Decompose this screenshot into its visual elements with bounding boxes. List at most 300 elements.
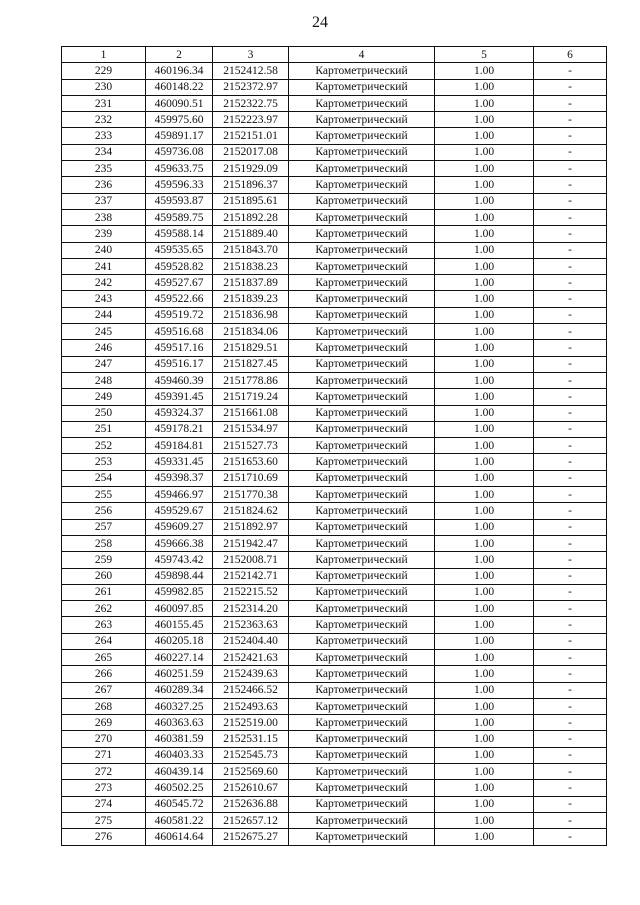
accuracy-cell: 1.00 [435, 275, 534, 291]
note-cell: - [534, 421, 607, 437]
point-number-cell: 270 [62, 731, 146, 747]
table-row [62, 405, 607, 421]
point-number-cell: 273 [62, 780, 146, 796]
note-cell: - [534, 796, 607, 812]
method-cell: Картометрический [289, 95, 435, 111]
x-coordinate-cell: 460381.59 [146, 731, 213, 747]
method-cell: Картометрический [289, 470, 435, 486]
table-row [62, 601, 607, 617]
x-coordinate-cell: 460289.34 [146, 682, 213, 698]
note-cell: - [534, 79, 607, 95]
point-number-cell: 259 [62, 552, 146, 568]
table-row [62, 226, 607, 242]
x-coordinate-cell: 459460.39 [146, 372, 213, 388]
x-coordinate-cell: 460545.72 [146, 796, 213, 812]
y-coordinate-cell: 2152519.00 [213, 715, 289, 731]
method-cell: Картометрический [289, 796, 435, 812]
x-coordinate-cell: 459519.72 [146, 307, 213, 323]
table-row [62, 161, 607, 177]
y-coordinate-cell: 2152017.08 [213, 144, 289, 160]
point-number-cell: 272 [62, 764, 146, 780]
note-cell: - [534, 63, 607, 79]
y-coordinate-cell: 2151534.97 [213, 421, 289, 437]
point-number-cell: 247 [62, 356, 146, 372]
point-number-cell: 246 [62, 340, 146, 356]
method-cell: Картометрический [289, 356, 435, 372]
method-cell: Картометрический [289, 731, 435, 747]
y-coordinate-cell: 2152569.60 [213, 764, 289, 780]
accuracy-cell: 1.00 [435, 780, 534, 796]
method-cell: Картометрический [289, 144, 435, 160]
method-cell: Картометрический [289, 63, 435, 79]
accuracy-cell: 1.00 [435, 633, 534, 649]
note-cell: - [534, 731, 607, 747]
accuracy-cell: 1.00 [435, 63, 534, 79]
method-cell: Картометрический [289, 193, 435, 209]
note-cell: - [534, 144, 607, 160]
point-number-cell: 275 [62, 812, 146, 828]
x-coordinate-cell: 460251.59 [146, 666, 213, 682]
accuracy-cell: 1.00 [435, 747, 534, 763]
note-cell: - [534, 372, 607, 388]
note-cell: - [534, 438, 607, 454]
point-number-cell: 250 [62, 405, 146, 421]
x-coordinate-cell: 460614.64 [146, 829, 213, 845]
note-cell: - [534, 503, 607, 519]
point-number-cell: 235 [62, 161, 146, 177]
note-cell: - [534, 177, 607, 193]
accuracy-cell: 1.00 [435, 242, 534, 258]
table-row [62, 144, 607, 160]
note-cell: - [534, 470, 607, 486]
table-row [62, 503, 607, 519]
accuracy-cell: 1.00 [435, 79, 534, 95]
table-row [62, 633, 607, 649]
method-cell: Картометрический [289, 291, 435, 307]
method-cell: Картометрический [289, 454, 435, 470]
table-row [62, 535, 607, 551]
method-cell: Картометрический [289, 812, 435, 828]
note-cell: - [534, 780, 607, 796]
y-coordinate-cell: 2152142.71 [213, 568, 289, 584]
x-coordinate-cell: 459975.60 [146, 112, 213, 128]
point-number-cell: 238 [62, 209, 146, 225]
note-cell: - [534, 552, 607, 568]
note-cell: - [534, 128, 607, 144]
x-coordinate-cell: 459391.45 [146, 389, 213, 405]
x-coordinate-cell: 459529.67 [146, 503, 213, 519]
y-coordinate-cell: 2151836.98 [213, 307, 289, 323]
accuracy-cell: 1.00 [435, 601, 534, 617]
x-coordinate-cell: 459596.33 [146, 177, 213, 193]
accuracy-cell: 1.00 [435, 487, 534, 503]
x-coordinate-cell: 459184.81 [146, 438, 213, 454]
note-cell: - [534, 649, 607, 665]
note-cell: - [534, 275, 607, 291]
y-coordinate-cell: 2152372.97 [213, 79, 289, 95]
method-cell: Картометрический [289, 177, 435, 193]
x-coordinate-cell: 459466.97 [146, 487, 213, 503]
note-cell: - [534, 747, 607, 763]
note-cell: - [534, 715, 607, 731]
table-row [62, 731, 607, 747]
x-coordinate-cell: 459609.27 [146, 519, 213, 535]
accuracy-cell: 1.00 [435, 291, 534, 307]
y-coordinate-cell: 2151824.62 [213, 503, 289, 519]
y-coordinate-cell: 2151653.60 [213, 454, 289, 470]
note-cell: - [534, 535, 607, 551]
accuracy-cell: 1.00 [435, 796, 534, 812]
note-cell: - [534, 666, 607, 682]
point-number-cell: 231 [62, 95, 146, 111]
accuracy-cell: 1.00 [435, 389, 534, 405]
accuracy-cell: 1.00 [435, 584, 534, 600]
y-coordinate-cell: 2151661.08 [213, 405, 289, 421]
point-number-cell: 245 [62, 324, 146, 340]
column-header: 5 [435, 47, 534, 63]
table-row [62, 666, 607, 682]
accuracy-cell: 1.00 [435, 405, 534, 421]
accuracy-cell: 1.00 [435, 519, 534, 535]
y-coordinate-cell: 2152439.63 [213, 666, 289, 682]
point-number-cell: 233 [62, 128, 146, 144]
column-header: 3 [213, 47, 289, 63]
table-row [62, 421, 607, 437]
y-coordinate-cell: 2151837.89 [213, 275, 289, 291]
x-coordinate-cell: 459588.14 [146, 226, 213, 242]
note-cell: - [534, 356, 607, 372]
method-cell: Картометрический [289, 747, 435, 763]
method-cell: Картометрический [289, 519, 435, 535]
y-coordinate-cell: 2151892.28 [213, 209, 289, 225]
x-coordinate-cell: 459527.67 [146, 275, 213, 291]
method-cell: Картометрический [289, 324, 435, 340]
accuracy-cell: 1.00 [435, 438, 534, 454]
table-row [62, 812, 607, 828]
y-coordinate-cell: 2152657.12 [213, 812, 289, 828]
method-cell: Картометрический [289, 438, 435, 454]
table-row [62, 470, 607, 486]
y-coordinate-cell: 2151839.23 [213, 291, 289, 307]
y-coordinate-cell: 2152466.52 [213, 682, 289, 698]
x-coordinate-cell: 459522.66 [146, 291, 213, 307]
point-number-cell: 243 [62, 291, 146, 307]
x-coordinate-cell: 459982.85 [146, 584, 213, 600]
note-cell: - [534, 161, 607, 177]
x-coordinate-cell: 460439.14 [146, 764, 213, 780]
point-number-cell: 230 [62, 79, 146, 95]
y-coordinate-cell: 2152363.63 [213, 617, 289, 633]
point-number-cell: 271 [62, 747, 146, 763]
x-coordinate-cell: 460403.33 [146, 747, 213, 763]
method-cell: Картометрический [289, 372, 435, 388]
table-row [62, 193, 607, 209]
method-cell: Картометрический [289, 633, 435, 649]
note-cell: - [534, 226, 607, 242]
y-coordinate-cell: 2151843.70 [213, 242, 289, 258]
accuracy-cell: 1.00 [435, 177, 534, 193]
y-coordinate-cell: 2152223.97 [213, 112, 289, 128]
y-coordinate-cell: 2151778.86 [213, 372, 289, 388]
x-coordinate-cell: 460155.45 [146, 617, 213, 633]
point-number-cell: 254 [62, 470, 146, 486]
note-cell: - [534, 617, 607, 633]
method-cell: Картометрический [289, 780, 435, 796]
y-coordinate-cell: 2151838.23 [213, 258, 289, 274]
point-number-cell: 267 [62, 682, 146, 698]
x-coordinate-cell: 460090.51 [146, 95, 213, 111]
x-coordinate-cell: 460148.22 [146, 79, 213, 95]
table-row [62, 128, 607, 144]
point-number-cell: 266 [62, 666, 146, 682]
note-cell: - [534, 258, 607, 274]
method-cell: Картометрический [289, 698, 435, 714]
x-coordinate-cell: 460363.63 [146, 715, 213, 731]
method-cell: Картометрический [289, 584, 435, 600]
table-row [62, 275, 607, 291]
x-coordinate-cell: 460581.22 [146, 812, 213, 828]
point-number-cell: 255 [62, 487, 146, 503]
note-cell: - [534, 519, 607, 535]
accuracy-cell: 1.00 [435, 307, 534, 323]
table-row [62, 454, 607, 470]
point-number-cell: 262 [62, 601, 146, 617]
note-cell: - [534, 764, 607, 780]
accuracy-cell: 1.00 [435, 682, 534, 698]
table-row [62, 389, 607, 405]
x-coordinate-cell: 459516.68 [146, 324, 213, 340]
method-cell: Картометрический [289, 340, 435, 356]
accuracy-cell: 1.00 [435, 454, 534, 470]
table-row [62, 568, 607, 584]
method-cell: Картометрический [289, 405, 435, 421]
table-row [62, 682, 607, 698]
point-number-cell: 257 [62, 519, 146, 535]
x-coordinate-cell: 460327.25 [146, 698, 213, 714]
x-coordinate-cell: 460227.14 [146, 649, 213, 665]
accuracy-cell: 1.00 [435, 356, 534, 372]
y-coordinate-cell: 2152215.52 [213, 584, 289, 600]
method-cell: Картометрический [289, 568, 435, 584]
y-coordinate-cell: 2152314.20 [213, 601, 289, 617]
y-coordinate-cell: 2151829.51 [213, 340, 289, 356]
note-cell: - [534, 291, 607, 307]
y-coordinate-cell: 2152531.15 [213, 731, 289, 747]
accuracy-cell: 1.00 [435, 226, 534, 242]
method-cell: Картометрический [289, 307, 435, 323]
table-row [62, 242, 607, 258]
x-coordinate-cell: 459517.16 [146, 340, 213, 356]
method-cell: Картометрический [289, 829, 435, 845]
accuracy-cell: 1.00 [435, 812, 534, 828]
method-cell: Картометрический [289, 715, 435, 731]
y-coordinate-cell: 2151942.47 [213, 535, 289, 551]
table-row [62, 438, 607, 454]
point-number-cell: 237 [62, 193, 146, 209]
x-coordinate-cell: 459593.87 [146, 193, 213, 209]
note-cell: - [534, 307, 607, 323]
point-number-cell: 248 [62, 372, 146, 388]
method-cell: Картометрический [289, 242, 435, 258]
x-coordinate-cell: 459535.65 [146, 242, 213, 258]
x-coordinate-cell: 459324.37 [146, 405, 213, 421]
accuracy-cell: 1.00 [435, 128, 534, 144]
y-coordinate-cell: 2152008.71 [213, 552, 289, 568]
point-number-cell: 240 [62, 242, 146, 258]
point-number-cell: 264 [62, 633, 146, 649]
accuracy-cell: 1.00 [435, 731, 534, 747]
column-header: 6 [534, 47, 607, 63]
table-row [62, 291, 607, 307]
method-cell: Картометрический [289, 112, 435, 128]
x-coordinate-cell: 460097.85 [146, 601, 213, 617]
table-body [62, 63, 607, 845]
note-cell: - [534, 601, 607, 617]
y-coordinate-cell: 2152421.63 [213, 649, 289, 665]
x-coordinate-cell: 460205.18 [146, 633, 213, 649]
point-number-cell: 239 [62, 226, 146, 242]
accuracy-cell: 1.00 [435, 324, 534, 340]
y-coordinate-cell: 2151827.45 [213, 356, 289, 372]
table-row [62, 324, 607, 340]
table-row [62, 519, 607, 535]
table-row [62, 829, 607, 845]
table-header-row [62, 47, 607, 63]
note-cell: - [534, 682, 607, 698]
accuracy-cell: 1.00 [435, 340, 534, 356]
table-row [62, 764, 607, 780]
point-number-cell: 265 [62, 649, 146, 665]
y-coordinate-cell: 2151834.06 [213, 324, 289, 340]
point-number-cell: 253 [62, 454, 146, 470]
method-cell: Картометрический [289, 601, 435, 617]
x-coordinate-cell: 459589.75 [146, 209, 213, 225]
point-number-cell: 261 [62, 584, 146, 600]
method-cell: Картометрический [289, 275, 435, 291]
method-cell: Картометрический [289, 503, 435, 519]
note-cell: - [534, 812, 607, 828]
y-coordinate-cell: 2151929.09 [213, 161, 289, 177]
note-cell: - [534, 209, 607, 225]
accuracy-cell: 1.00 [435, 568, 534, 584]
page-number: 24 [312, 14, 328, 31]
table-row [62, 698, 607, 714]
table-row [62, 307, 607, 323]
point-number-cell: 234 [62, 144, 146, 160]
table-row [62, 372, 607, 388]
y-coordinate-cell: 2151892.97 [213, 519, 289, 535]
table-row [62, 552, 607, 568]
point-number-cell: 256 [62, 503, 146, 519]
table-row [62, 747, 607, 763]
note-cell: - [534, 568, 607, 584]
x-coordinate-cell: 459736.08 [146, 144, 213, 160]
accuracy-cell: 1.00 [435, 715, 534, 731]
x-coordinate-cell: 459516.17 [146, 356, 213, 372]
table-row [62, 584, 607, 600]
point-number-cell: 232 [62, 112, 146, 128]
note-cell: - [534, 112, 607, 128]
point-number-cell: 260 [62, 568, 146, 584]
y-coordinate-cell: 2151710.69 [213, 470, 289, 486]
accuracy-cell: 1.00 [435, 617, 534, 633]
method-cell: Картометрический [289, 389, 435, 405]
y-coordinate-cell: 2152675.27 [213, 829, 289, 845]
table-row [62, 79, 607, 95]
table-row [62, 177, 607, 193]
accuracy-cell: 1.00 [435, 649, 534, 665]
method-cell: Картометрический [289, 209, 435, 225]
x-coordinate-cell: 459743.42 [146, 552, 213, 568]
accuracy-cell: 1.00 [435, 503, 534, 519]
accuracy-cell: 1.00 [435, 829, 534, 845]
point-number-cell: 263 [62, 617, 146, 633]
y-coordinate-cell: 2152404.40 [213, 633, 289, 649]
accuracy-cell: 1.00 [435, 552, 534, 568]
x-coordinate-cell: 459666.38 [146, 535, 213, 551]
note-cell: - [534, 454, 607, 470]
x-coordinate-cell: 460196.34 [146, 63, 213, 79]
table-row [62, 209, 607, 225]
x-coordinate-cell: 459633.75 [146, 161, 213, 177]
y-coordinate-cell: 2151896.37 [213, 177, 289, 193]
note-cell: - [534, 95, 607, 111]
table-row [62, 95, 607, 111]
y-coordinate-cell: 2152545.73 [213, 747, 289, 763]
x-coordinate-cell: 459331.45 [146, 454, 213, 470]
y-coordinate-cell: 2152151.01 [213, 128, 289, 144]
column-header: 1 [62, 47, 146, 63]
method-cell: Картометрический [289, 535, 435, 551]
note-cell: - [534, 242, 607, 258]
y-coordinate-cell: 2151889.40 [213, 226, 289, 242]
point-number-cell: 274 [62, 796, 146, 812]
table-row [62, 340, 607, 356]
point-number-cell: 258 [62, 535, 146, 551]
method-cell: Картометрический [289, 649, 435, 665]
coordinates-table [61, 46, 607, 846]
point-number-cell: 242 [62, 275, 146, 291]
point-number-cell: 268 [62, 698, 146, 714]
y-coordinate-cell: 2152412.58 [213, 63, 289, 79]
y-coordinate-cell: 2152610.67 [213, 780, 289, 796]
method-cell: Картометрический [289, 258, 435, 274]
note-cell: - [534, 487, 607, 503]
note-cell: - [534, 584, 607, 600]
point-number-cell: 244 [62, 307, 146, 323]
method-cell: Картометрический [289, 552, 435, 568]
point-number-cell: 269 [62, 715, 146, 731]
method-cell: Картометрический [289, 666, 435, 682]
accuracy-cell: 1.00 [435, 144, 534, 160]
point-number-cell: 251 [62, 421, 146, 437]
x-coordinate-cell: 459891.17 [146, 128, 213, 144]
accuracy-cell: 1.00 [435, 698, 534, 714]
x-coordinate-cell: 459528.82 [146, 258, 213, 274]
table-row [62, 796, 607, 812]
table-row [62, 63, 607, 79]
point-number-cell: 236 [62, 177, 146, 193]
method-cell: Картометрический [289, 421, 435, 437]
point-number-cell: 252 [62, 438, 146, 454]
point-number-cell: 276 [62, 829, 146, 845]
y-coordinate-cell: 2152322.75 [213, 95, 289, 111]
point-number-cell: 241 [62, 258, 146, 274]
y-coordinate-cell: 2152636.88 [213, 796, 289, 812]
note-cell: - [534, 389, 607, 405]
accuracy-cell: 1.00 [435, 535, 534, 551]
method-cell: Картометрический [289, 79, 435, 95]
